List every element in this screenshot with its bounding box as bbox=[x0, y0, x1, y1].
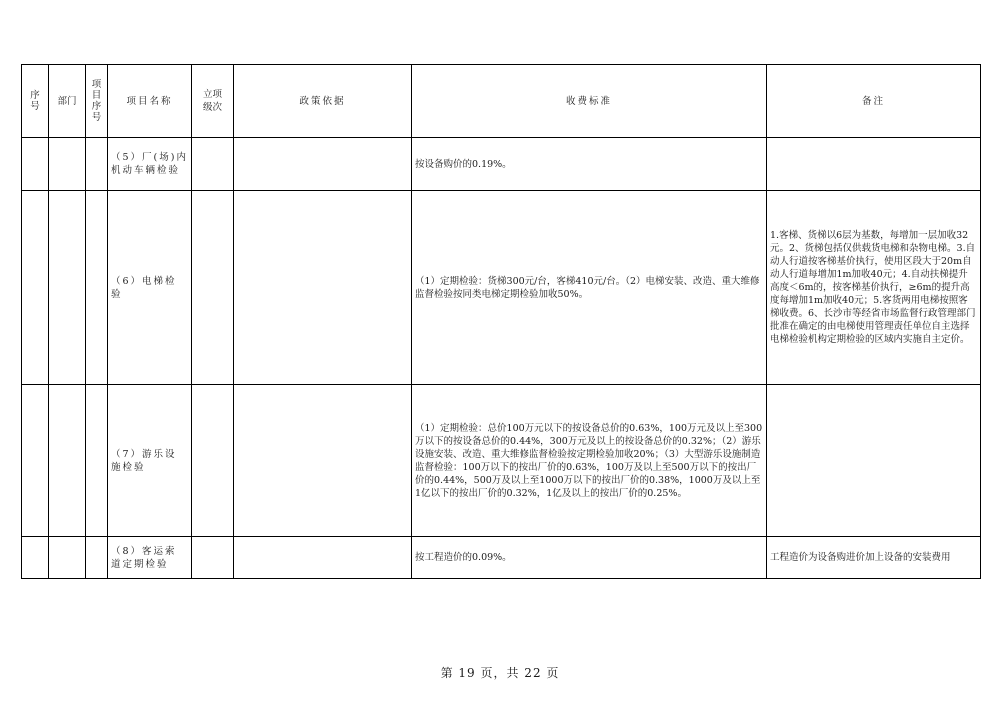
cell-seq bbox=[22, 385, 49, 537]
header-row bbox=[22, 65, 981, 138]
cell-fee: （1）定期检验：总价100万元以下的按设备总价的0.63%，100万元及以上至300万以下的按设备总价的0.44%，300万元及以上的按设备总价的0.32%；（2）游乐设施安装、改造、重大维修监督检验按定期检验加收20%；（3）大型游乐设施制造监督检验：100万以下的按出厂价的0.63%，100万及以上至500万以下的按出厂价的0.44%，500万及以上至1000万以下的按出厂价的0.38%，1000万及以上至1亿以下的按出厂价的0.32%，1亿及以上的按出厂价的0.25%。 bbox=[412, 385, 767, 537]
cell-dept bbox=[49, 191, 86, 385]
cell-fee: （1）定期检验：货梯300元/台，客梯410元/台。（2）电梯安装、改造、重大维修监督检验按同类电梯定期检验加收50%。 bbox=[412, 191, 767, 385]
cell-note: 1.客梯、货梯以6层为基数，每增加一层加收32元。2、货梯包括仅供载货电梯和杂物电梯。3.自动人行道按客梯基价执行，使用区段大于20m自动人行道每增加1m加收40元；4.自动扶梯提升高度＜6m的，按客梯基价执行，≥6m的提升高度每增加1m加收40元；5.客货两用电梯按照客梯收费。6、长沙市等经省市场监督行政管理部门批准在确定的由电梯使用管理责任单位自主选择电梯检验机构定期检验的区域内实施自主定价。 bbox=[767, 191, 981, 385]
cell-note bbox=[767, 385, 981, 537]
header-seq: 序号 bbox=[22, 65, 49, 138]
cell-dept bbox=[49, 537, 86, 579]
fee-standard-table bbox=[21, 64, 981, 579]
cell-level bbox=[192, 191, 234, 385]
header-level: 立项级次 bbox=[192, 65, 234, 138]
table-row bbox=[22, 138, 981, 191]
header-dept: 部门 bbox=[49, 65, 86, 138]
cell-item-name: （8）客运索道定期检验 bbox=[108, 537, 192, 579]
cell-dept bbox=[49, 385, 86, 537]
cell-seq bbox=[22, 138, 49, 191]
cell-policy bbox=[234, 537, 412, 579]
cell-seq bbox=[22, 191, 49, 385]
cell-seq bbox=[22, 537, 49, 579]
table-row bbox=[22, 385, 981, 537]
cell-fee: 按工程造价的0.09%。 bbox=[412, 537, 767, 579]
cell-note: 工程造价为设备购进价加上设备的安装费用 bbox=[767, 537, 981, 579]
cell-item-seq bbox=[86, 385, 108, 537]
cell-item-seq bbox=[86, 138, 108, 191]
table-row bbox=[22, 537, 981, 579]
page-footer: 第 19 页，共 22 页 bbox=[440, 666, 560, 680]
cell-note bbox=[767, 138, 981, 191]
cell-level bbox=[192, 537, 234, 579]
header-note: 备注 bbox=[767, 65, 981, 138]
cell-item-seq bbox=[86, 537, 108, 579]
table-row bbox=[22, 191, 981, 385]
cell-dept bbox=[49, 138, 86, 191]
cell-level bbox=[192, 138, 234, 191]
cell-policy bbox=[234, 138, 412, 191]
header-item-name: 项目名称 bbox=[108, 65, 192, 138]
cell-item-name: （6）电梯检验 bbox=[108, 191, 192, 385]
header-policy: 政策依据 bbox=[234, 65, 412, 138]
cell-item-name: （7）游乐设施检验 bbox=[108, 385, 192, 537]
cell-item-seq bbox=[86, 191, 108, 385]
cell-level bbox=[192, 385, 234, 537]
cell-policy bbox=[234, 385, 412, 537]
cell-fee: 按设备购价的0.19%。 bbox=[412, 138, 767, 191]
header-fee: 收费标准 bbox=[412, 65, 767, 138]
header-item-seq: 项目序号 bbox=[86, 65, 108, 138]
cell-item-name: （5）厂(场)内机动车辆检验 bbox=[108, 138, 192, 191]
cell-policy bbox=[234, 191, 412, 385]
